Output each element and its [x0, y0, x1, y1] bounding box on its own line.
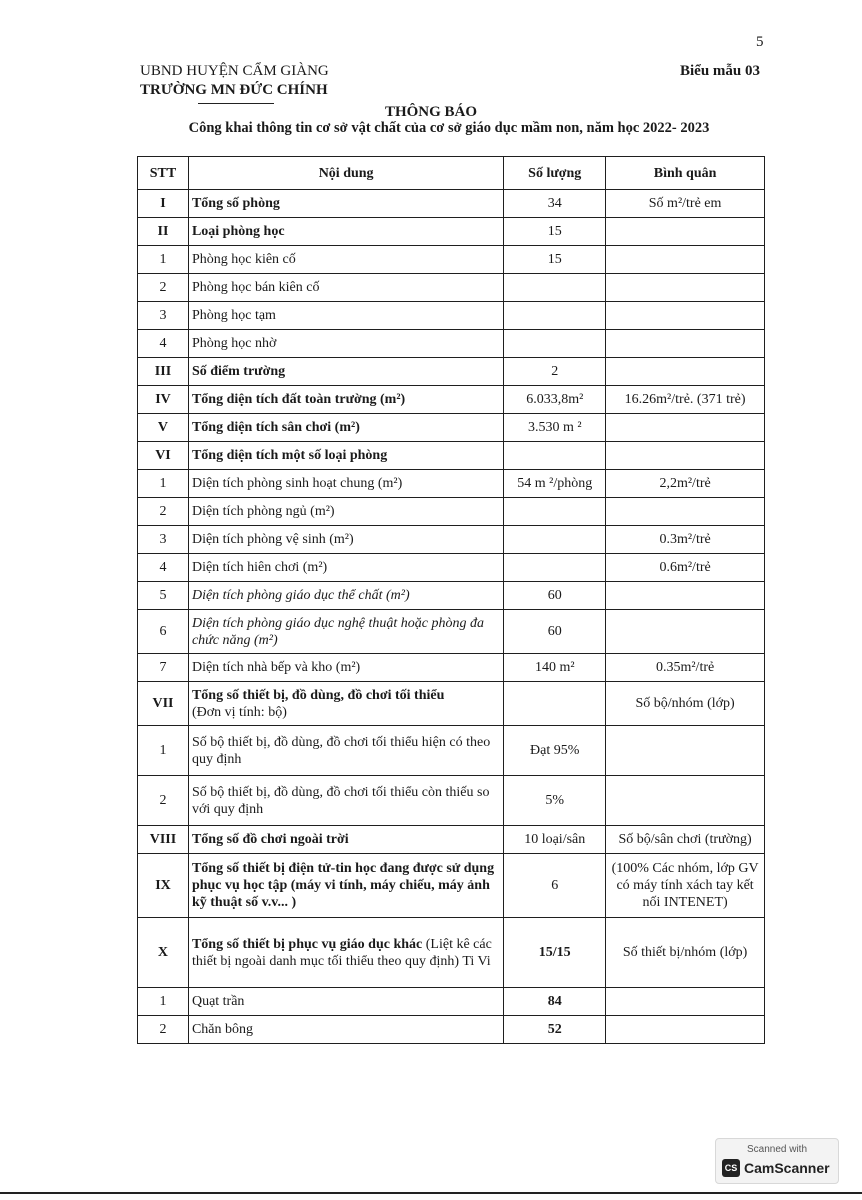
- row-average: [606, 582, 765, 610]
- row-stt: 3: [138, 302, 189, 330]
- row-stt: 5: [138, 582, 189, 610]
- row-average: [606, 246, 765, 274]
- row-quantity: 15/15: [504, 918, 606, 988]
- row-average: [606, 330, 765, 358]
- row-quantity: Đạt 95%: [504, 726, 606, 776]
- page-number: 5: [756, 34, 764, 50]
- row-stt: 2: [138, 498, 189, 526]
- row-quantity: 2: [504, 358, 606, 386]
- document-subtitle: Công khai thông tin cơ sở vật chất của cơ sở giáo dục mầm non, năm học 2022- 2023: [188, 120, 710, 136]
- table-row: [138, 330, 765, 358]
- row-quantity: 84: [504, 988, 606, 1016]
- page-bottom-edge: [0, 1192, 862, 1194]
- row-content: Quạt trần: [188, 988, 503, 1016]
- row-content: Loại phòng học: [188, 218, 503, 246]
- row-average: Số bộ/sân chơi (trường): [606, 826, 765, 854]
- column-header-quantity: Số lượng: [504, 157, 606, 190]
- row-quantity: 54 m ²/phòng: [504, 470, 606, 498]
- row-average: [606, 358, 765, 386]
- table-row: [138, 274, 765, 302]
- table-row: [138, 554, 765, 582]
- row-quantity: 5%: [504, 776, 606, 826]
- table-row: [138, 1016, 765, 1044]
- row-content: Số bộ thiết bị, đồ dùng, đồ chơi tối thiểu hiện có theo quy định: [188, 726, 503, 776]
- row-average: [606, 218, 765, 246]
- row-stt: III: [138, 358, 189, 386]
- row-average: [606, 414, 765, 442]
- column-header-stt: STT: [138, 157, 189, 190]
- row-average: [606, 726, 765, 776]
- row-content-main: Tổng số thiết bị, đồ dùng, đồ chơi tối thiểu: [191, 687, 445, 703]
- row-content: Diện tích phòng vệ sinh (m²): [188, 526, 503, 554]
- row-average: 0.6m²/trẻ: [606, 554, 765, 582]
- row-content: Phòng học nhờ: [188, 330, 503, 358]
- row-quantity: 52: [504, 1016, 606, 1044]
- table-row: [138, 302, 765, 330]
- row-average: [606, 302, 765, 330]
- row-quantity: [504, 682, 606, 726]
- row-quantity: 60: [504, 610, 606, 654]
- row-content: Tổng diện tích sân chơi (m²): [188, 414, 503, 442]
- row-content: Diện tích hiên chơi (m²): [188, 554, 503, 582]
- column-header-average: Bình quân: [606, 157, 765, 190]
- organization-line-1: UBND HUYỆN CẨM GIÀNG: [140, 63, 329, 79]
- row-content: Tổng số đồ chơi ngoài trời: [188, 826, 503, 854]
- row-quantity: [504, 498, 606, 526]
- row-quantity: 6.033,8m²: [504, 386, 606, 414]
- table-row: [138, 358, 765, 386]
- row-average: 2,2m²/trẻ: [606, 470, 765, 498]
- row-average: [606, 442, 765, 470]
- row-stt: X: [138, 918, 189, 988]
- row-stt: 2: [138, 1016, 189, 1044]
- table-row: [138, 582, 765, 610]
- row-quantity: [504, 330, 606, 358]
- table-row: [138, 526, 765, 554]
- table-row: [138, 498, 765, 526]
- camscanner-watermark: [715, 1138, 839, 1184]
- table-row: [138, 826, 765, 854]
- row-content: Tổng diện tích một số loại phòng: [188, 442, 503, 470]
- row-stt: 6: [138, 610, 189, 654]
- row-quantity: 10 loại/sân: [504, 826, 606, 854]
- row-quantity: 60: [504, 582, 606, 610]
- row-average: [606, 1016, 765, 1044]
- document-title: THÔNG BÁO: [384, 104, 478, 120]
- row-stt: IX: [138, 854, 189, 918]
- row-stt: 3: [138, 526, 189, 554]
- row-quantity: 140 m²: [504, 654, 606, 682]
- row-stt: 4: [138, 554, 189, 582]
- row-stt: I: [138, 190, 189, 218]
- table-row: [138, 918, 765, 988]
- row-average: [606, 776, 765, 826]
- row-content: Chăn bông: [188, 1016, 503, 1044]
- row-content: Diện tích phòng giáo dục thể chất (m²): [188, 582, 503, 610]
- row-stt: 2: [138, 274, 189, 302]
- row-quantity: 3.530 m ²: [504, 414, 606, 442]
- table-row: [138, 854, 765, 918]
- row-quantity: [504, 554, 606, 582]
- row-quantity: 15: [504, 218, 606, 246]
- row-content: Phòng học kiên cố: [188, 246, 503, 274]
- form-code: Biểu mẫu 03: [680, 63, 761, 79]
- row-stt: V: [138, 414, 189, 442]
- row-quantity: [504, 302, 606, 330]
- row-stt: II: [138, 218, 189, 246]
- table-row: [138, 414, 765, 442]
- row-average: Số m²/trẻ em: [606, 190, 765, 218]
- table-row: [138, 682, 765, 726]
- row-quantity: [504, 274, 606, 302]
- row-average: [606, 274, 765, 302]
- row-average: (100% Các nhóm, lớp GV có máy tính xách tay kết nối INTENET): [606, 854, 765, 918]
- row-content: Diện tích nhà bếp và kho (m²): [188, 654, 503, 682]
- camscanner-logo-icon: CS: [722, 1159, 740, 1177]
- row-quantity: [504, 526, 606, 554]
- row-average: 16.26m²/trẻ. (371 trẻ): [606, 386, 765, 414]
- row-quantity: 34: [504, 190, 606, 218]
- row-stt: 1: [138, 470, 189, 498]
- row-stt: 4: [138, 330, 189, 358]
- row-average: 0.35m²/trẻ: [606, 654, 765, 682]
- facilities-table: [137, 156, 765, 1044]
- row-average: Số bộ/nhóm (lớp): [606, 682, 765, 726]
- row-stt: 1: [138, 726, 189, 776]
- row-content: Số bộ thiết bị, đồ dùng, đồ chơi tối thiểu còn thiếu so với quy định: [188, 776, 503, 826]
- row-content-note: (Đơn vị tính: bộ): [191, 704, 287, 720]
- row-content: [188, 682, 503, 726]
- table-row: [138, 654, 765, 682]
- scanner-name: CamScanner: [744, 1160, 830, 1176]
- row-content: Phòng học tạm: [188, 302, 503, 330]
- row-content: Diện tích phòng giáo dục nghệ thuật hoặc phòng đa chức năng (m²): [188, 610, 503, 654]
- row-stt: IV: [138, 386, 189, 414]
- table-row: [138, 442, 765, 470]
- row-content: Số điểm trường: [188, 358, 503, 386]
- scanner-caption: Scanned with: [746, 1144, 808, 1155]
- row-average: [606, 610, 765, 654]
- row-content: Tổng diện tích đất toàn trường (m²): [188, 386, 503, 414]
- table-header-row: [138, 157, 765, 190]
- organization-line-2: TRƯỜNG MN ĐỨC CHÍNH: [140, 82, 328, 98]
- row-content: Diện tích phòng ngủ (m²): [188, 498, 503, 526]
- row-average: [606, 498, 765, 526]
- row-stt: 1: [138, 246, 189, 274]
- row-content: Phòng học bán kiên cố: [188, 274, 503, 302]
- row-quantity: 15: [504, 246, 606, 274]
- table-row: [138, 386, 765, 414]
- row-stt: VI: [138, 442, 189, 470]
- row-average: [606, 988, 765, 1016]
- row-content: Diện tích phòng sinh hoạt chung (m²): [188, 470, 503, 498]
- table-row: [138, 246, 765, 274]
- row-stt: 1: [138, 988, 189, 1016]
- table-row: [138, 190, 765, 218]
- table-row: [138, 218, 765, 246]
- row-content-note: (Liệt kê các thiết bị ngoài danh mục tối thiểu theo quy định) Ti Vi: [191, 936, 492, 969]
- table-row: [138, 776, 765, 826]
- column-header-content: Nội dung: [188, 157, 503, 190]
- table-row: [138, 726, 765, 776]
- row-content: [188, 918, 503, 988]
- row-content-main: Tổng số thiết bị phục vụ giáo dục khác: [191, 936, 423, 952]
- row-stt: VII: [138, 682, 189, 726]
- row-average: 0.3m²/trẻ: [606, 526, 765, 554]
- table-row: [138, 988, 765, 1016]
- row-stt: 7: [138, 654, 189, 682]
- row-average: Số thiết bị/nhóm (lớp): [606, 918, 765, 988]
- row-quantity: 6: [504, 854, 606, 918]
- row-quantity: [504, 442, 606, 470]
- row-stt: VIII: [138, 826, 189, 854]
- row-content: Tổng số thiết bị điện tử-tin học đang được sử dụng phục vụ học tập (máy vi tính, máy chiếu, máy ảnh kỹ thuật số v.v... ): [188, 854, 503, 918]
- table-row: [138, 470, 765, 498]
- table-row: [138, 610, 765, 654]
- row-stt: 2: [138, 776, 189, 826]
- row-content: Tổng số phòng: [188, 190, 503, 218]
